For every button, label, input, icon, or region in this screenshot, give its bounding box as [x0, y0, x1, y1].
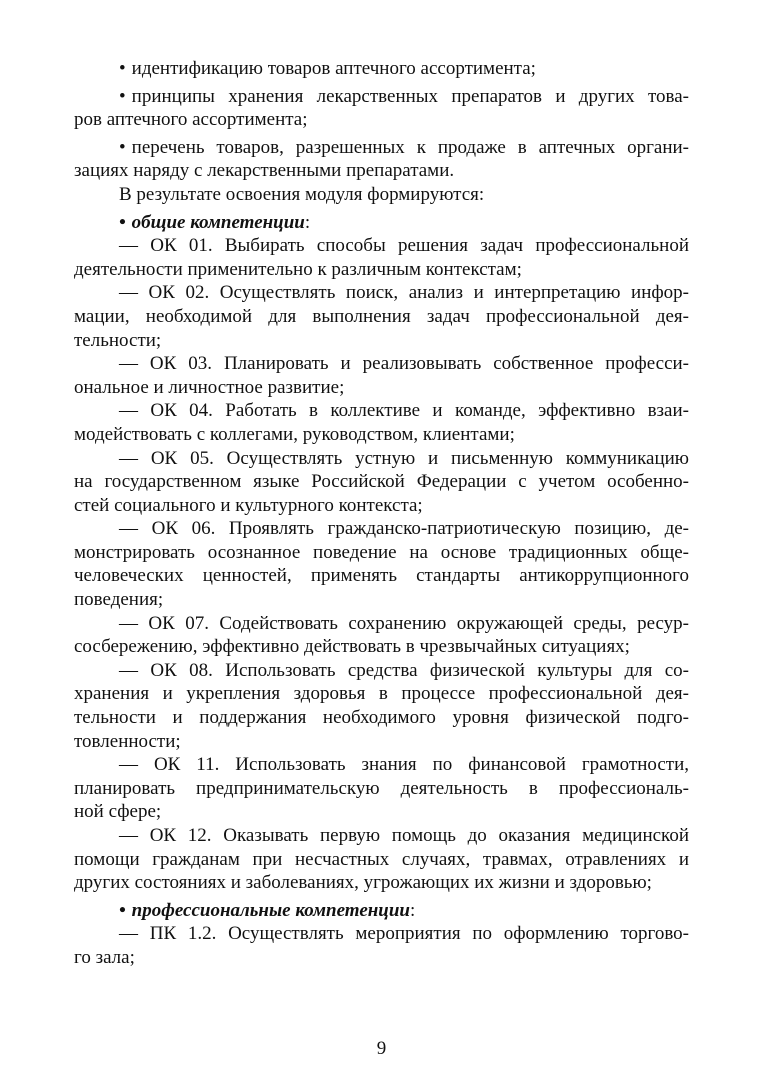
bullet-icon: • [119, 136, 126, 158]
professional-competency-item [74, 922, 689, 969]
text-line: помощи гражданам при несчастных случаях, травмах, отравлениях и [74, 848, 689, 870]
text-line: ров аптечного ассортимента; [74, 109, 308, 131]
bullet-icon: • [119, 899, 126, 921]
text-line: деятельности применительно к различным контекстам; [74, 258, 522, 280]
text-line: — ОК 02. Осуществлять поиск, анализ и интерпретацию инфор- [119, 282, 689, 304]
text-line: товленности; [74, 730, 181, 752]
text-line: тельности и поддержания необходимого уровня физической подго- [74, 707, 689, 729]
general-competencies-heading-colon: : [304, 211, 311, 233]
professional-competencies-heading [74, 899, 689, 923]
text-line: монстрировать осознанное поведение на основе традиционных обще- [74, 541, 689, 563]
professional-competencies-heading-colon: : [410, 899, 416, 921]
general-competency-item [74, 352, 689, 399]
text-line: ональное и личностное развитие; [74, 376, 345, 398]
text-line: — ПК 1.2. Осуществлять мероприятия по оформлению торгово- [119, 923, 689, 945]
intro-text: В результате освоения модуля формируются: [119, 183, 485, 205]
text-line: — ОК 03. Планировать и реализовывать собственное професси- [119, 353, 689, 375]
general-competency-item [74, 399, 689, 446]
text-line: — ОК 01. Выбирать способы решения задач профессиональной [119, 235, 689, 257]
general-competency-item [74, 234, 689, 281]
text-line: — ОК 04. Работать в коллективе и команде, эффективно взаи- [119, 400, 689, 422]
text-line: мации, необходимой для выполнения задач профессиональной дея- [74, 305, 689, 327]
text-line: стей социального и культурного контекста; [74, 494, 423, 516]
general-competency-item [74, 281, 689, 352]
bullet-item [74, 136, 689, 183]
text-line: — ОК 07. Содействовать сохранению окружающей среды, ресур- [119, 612, 689, 634]
text-line: зациях наряду с лекарственными препаратами. [74, 160, 455, 182]
text-line [74, 85, 689, 109]
text-line: человеческих ценностей, применять стандарты антикоррупционного [74, 565, 689, 587]
bullet-icon: • [119, 211, 126, 233]
text-line: ной сфере; [74, 801, 162, 823]
professional-competencies-heading-text: профессиональные компетенции [131, 899, 410, 921]
bullet-item [74, 57, 689, 81]
page-number: 9 [376, 1038, 387, 1059]
text-line-content: перечень товаров, разрешенных к продаже в аптечных органи- [131, 136, 689, 158]
text-line: — ОК 11. Использовать знания по финансовой грамотности, [119, 754, 689, 776]
general-competency-item [74, 753, 689, 824]
bullet-icon: • [119, 58, 126, 79]
text-line [74, 136, 689, 160]
text-line [74, 57, 689, 81]
text-line: хранения и укрепления здоровья в процессе профессиональной дея- [74, 683, 689, 705]
bullet-item [74, 85, 689, 132]
text-line: планировать предпринимательскую деятельность в профессиональ- [74, 777, 689, 799]
text-line: — ОК 08. Использовать средства физической культуры для со- [119, 659, 689, 681]
general-competency-item [74, 659, 689, 753]
general-competency-item [74, 612, 689, 659]
text-line-content: принципы хранения лекарственных препаратов и других това- [131, 85, 689, 107]
general-competencies-heading [74, 211, 689, 235]
text-line: — ОК 05. Осуществлять устную и письменную коммуникацию [119, 447, 689, 469]
text-line-content: идентификацию товаров аптечного ассортимента; [131, 58, 536, 79]
text-line: тельности; [74, 329, 162, 351]
text-line: — ОК 12. Оказывать первую помощь до оказания медицинской [119, 825, 689, 846]
text-line: поведения; [74, 589, 164, 611]
text-line: го зала; [74, 946, 135, 968]
bullet-icon: • [119, 85, 126, 107]
text-line: — ОК 06. Проявлять гражданско-патриотическую позицию, де- [119, 518, 689, 540]
page-text [74, 57, 689, 970]
text-line: других состояниях и заболеваниях, угрожающих их жизни и здоровью; [74, 872, 652, 894]
general-competency-item [74, 824, 689, 895]
general-competency-item [74, 517, 689, 611]
text-line: модействовать с коллегами, руководством, клиентами; [74, 423, 515, 445]
text-line: на государственном языке Российской Федерации с учетом особенно- [74, 471, 689, 493]
general-competencies-heading-text: общие компетенции [131, 211, 305, 233]
text-line: сосбережению, эффективно действовать в чрезвычайных ситуациях; [74, 636, 630, 658]
general-competency-item [74, 447, 689, 518]
